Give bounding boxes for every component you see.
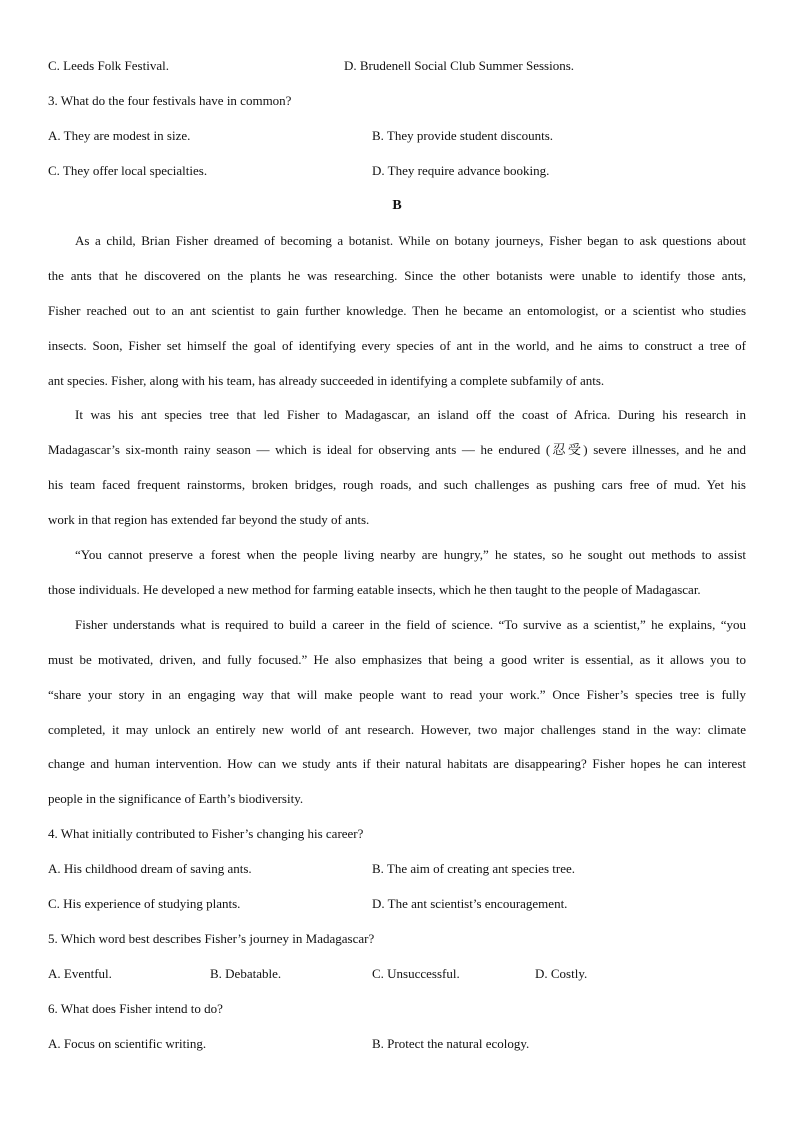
section-title: B: [392, 198, 402, 213]
q5-option-a: A. Eventful.: [48, 966, 112, 981]
passage-line: those individuals. He developed a new method for farming eatable insects, which he then taught to the people of Madagascar.: [48, 582, 701, 597]
q3-option-b: B. They provide student discounts.: [372, 128, 554, 143]
passage-line: “share your story in an engaging way that will make people want to read your work.” Once Fisher’s species tree is fully: [48, 687, 746, 702]
q6-option-b: B. Protect the natural ecology.: [372, 1036, 530, 1051]
q4-question: 4. What initially contributed to Fisher’s changing his career?: [48, 826, 364, 841]
q2-option-d: D. Brudenell Social Club Summer Sessions.: [344, 58, 575, 73]
q3-option-c: C. They offer local specialties.: [48, 163, 208, 178]
passage-line: As a child, Brian Fisher dreamed of becoming a botanist. While on botany journeys, Fisher began to ask questions about: [75, 233, 746, 248]
q4-option-a: A. His childhood dream of saving ants.: [48, 861, 252, 876]
passage-line: completed, it may unlock an entirely new world of ant research. However, two major challenges stand in the way: climate: [48, 722, 746, 737]
q2-option-c: C. Leeds Folk Festival.: [48, 58, 169, 73]
passage-line: insects. Soon, Fisher set himself the goal of identifying every species of ant in the world, and he aims to construct a tree of: [48, 338, 746, 353]
passage-line: must be motivated, driven, and fully focused.” He also emphasizes that being a good writer is essential, as it allows you to: [48, 652, 746, 667]
q4-option-b: B. The aim of creating ant species tree.: [372, 861, 575, 876]
q4-option-d: D. The ant scientist’s encouragement.: [372, 896, 568, 911]
q3-option-d: D. They require advance booking.: [372, 163, 550, 178]
q3-question: 3. What do the four festivals have in common?: [48, 93, 292, 108]
q4-option-c: C. His experience of studying plants.: [48, 896, 241, 911]
q5-option-b: B. Debatable.: [210, 966, 282, 981]
passage-line: “You cannot preserve a forest when the people living nearby are hungry,” he states, so he sought out methods to assist: [75, 547, 746, 562]
passage-line: the ants that he discovered on the plants he was researching. Since the other botanists were unable to identify those ants,: [48, 268, 746, 283]
passage-line: Fisher understands what is required to build a career in the field of science. “To survive as a scientist,” he explains, “you: [75, 617, 746, 632]
q3-option-a: A. They are modest in size.: [48, 128, 191, 143]
q5-option-d: D. Costly.: [535, 966, 588, 981]
q5-question: 5. Which word best describes Fisher’s journey in Madagascar?: [48, 931, 375, 946]
passage-line: Madagascar’s six-month rainy season — which is ideal for observing ants — he endured (忍受) severe illnesses, and he and: [48, 442, 746, 457]
passage-line: work in that region has extended far beyond the study of ants.: [48, 512, 370, 527]
passage-line: ant species. Fisher, along with his team, has already succeeded in identifying a complete subfamily of ants.: [48, 373, 605, 388]
passage-line: people in the significance of Earth’s biodiversity.: [48, 791, 304, 806]
passage-line: It was his ant species tree that led Fisher to Madagascar, an island off the coast of Africa. During his research in: [75, 407, 746, 422]
passage-line: change and human intervention. How can we study ants if their natural habitats are disappearing? Fisher hopes he can interest: [48, 756, 746, 771]
q6-option-a: A. Focus on scientific writing.: [48, 1036, 207, 1051]
passage-line: his team faced frequent rainstorms, broken bridges, rough roads, and such challenges as pushing cars free of mud. Yet his: [48, 477, 746, 492]
q6-question: 6. What does Fisher intend to do?: [48, 1001, 223, 1016]
q5-option-c: C. Unsuccessful.: [372, 966, 460, 981]
passage-line: Fisher reached out to an ant scientist to gain further knowledge. Then he became an entomologist, or a scientist who studies: [48, 303, 746, 318]
